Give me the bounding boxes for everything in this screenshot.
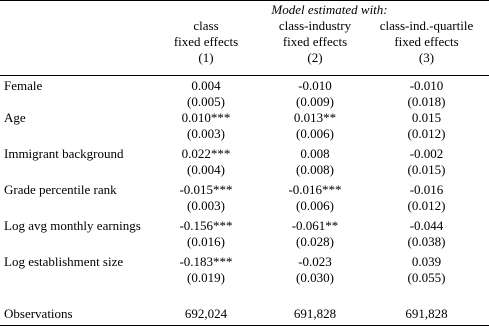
se-cell: (0.004) xyxy=(187,162,225,177)
column-header-2 xyxy=(263,18,367,66)
se-cell: (0.003) xyxy=(187,198,225,213)
row-label: Age xyxy=(4,110,26,125)
table-row-grade-percentile-rank-se xyxy=(0,198,489,214)
se-cell: (0.055) xyxy=(407,270,446,285)
row-label: Log avg monthly earnings xyxy=(4,218,141,233)
table-row-log-avg-monthly-earnings xyxy=(0,218,489,234)
table-row-immigrant-background xyxy=(0,146,489,162)
coef-cell: 0.039 xyxy=(411,254,442,269)
column-header-3-line1: class-ind.-quartile xyxy=(379,18,474,33)
column-header-3-number: (3) xyxy=(418,50,435,65)
column-header-2-number: (2) xyxy=(307,50,323,65)
coef-cell: -0.183*** xyxy=(179,254,233,269)
coef-cell: -0.010 xyxy=(409,78,444,93)
row-label: Female xyxy=(4,78,43,93)
column-header-1-number: (1) xyxy=(198,50,214,65)
se-cell: (0.038) xyxy=(407,234,446,249)
row-label: Immigrant background xyxy=(4,146,124,161)
coef-cell: -0.015*** xyxy=(179,182,233,197)
table-row-female-se xyxy=(0,94,489,110)
table-row-observations xyxy=(0,306,489,322)
se-cell: (0.019) xyxy=(187,270,225,285)
se-cell: (0.015) xyxy=(407,162,446,177)
table-row-grade-percentile-rank xyxy=(0,182,489,198)
se-cell: (0.012) xyxy=(407,198,446,213)
coef-cell: -0.002 xyxy=(409,146,444,161)
column-header-3-line2: fixed effects xyxy=(394,34,459,49)
coef-cell: -0.016 xyxy=(409,182,444,197)
observations-cell: 692,024 xyxy=(184,306,228,321)
column-header-1-line2: fixed effects xyxy=(173,34,239,49)
table-row-log-establishment-size xyxy=(0,254,489,270)
column-header-2-line2: fixed effects xyxy=(282,34,348,49)
coef-cell: -0.016*** xyxy=(288,182,342,197)
coef-cell: -0.010 xyxy=(298,78,332,93)
coef-cell: 0.004 xyxy=(191,78,221,93)
coef-cell: -0.023 xyxy=(298,254,332,269)
se-cell: (0.030) xyxy=(296,270,334,285)
coef-cell: -0.156*** xyxy=(179,218,233,233)
se-cell: (0.006) xyxy=(296,198,334,213)
coef-cell: -0.061** xyxy=(291,218,339,233)
se-cell: (0.006) xyxy=(296,126,334,141)
row-label: Observations xyxy=(4,306,73,321)
se-cell: (0.016) xyxy=(187,234,225,249)
se-cell: (0.018) xyxy=(407,94,446,109)
column-header-1 xyxy=(158,18,254,66)
coef-cell: 0.010*** xyxy=(181,110,231,125)
row-label: Log establishment size xyxy=(4,254,124,269)
se-cell: (0.009) xyxy=(296,94,334,109)
column-header-1-line1: class xyxy=(193,18,219,33)
table-row-immigrant-background-se xyxy=(0,162,489,178)
se-cell: (0.003) xyxy=(187,126,225,141)
se-cell: (0.012) xyxy=(407,126,446,141)
table-row-age xyxy=(0,110,489,126)
table-row-female xyxy=(0,78,489,94)
se-cell: (0.008) xyxy=(296,162,334,177)
table-row-log-avg-monthly-earnings-se xyxy=(0,234,489,250)
coef-cell: -0.044 xyxy=(409,218,444,233)
column-header-2-line1: class-industry xyxy=(278,18,352,33)
table-row-age-se xyxy=(0,126,489,142)
table-row-log-establishment-size-se xyxy=(0,270,489,286)
top-rule xyxy=(0,0,489,1)
column-spanner: Model estimated with: xyxy=(271,2,388,17)
observations-cell: 691,828 xyxy=(405,306,448,321)
header-rule xyxy=(0,75,489,76)
coef-cell: 0.008 xyxy=(300,146,330,161)
coef-cell: 0.013** xyxy=(293,110,337,125)
coef-cell: 0.022*** xyxy=(181,146,231,161)
se-cell: (0.028) xyxy=(296,234,334,249)
column-header-3 xyxy=(368,18,485,66)
observations-cell: 691,828 xyxy=(293,306,337,321)
row-label: Grade percentile rank xyxy=(4,182,117,197)
se-cell: (0.005) xyxy=(187,94,225,109)
coef-cell: 0.015 xyxy=(411,110,442,125)
